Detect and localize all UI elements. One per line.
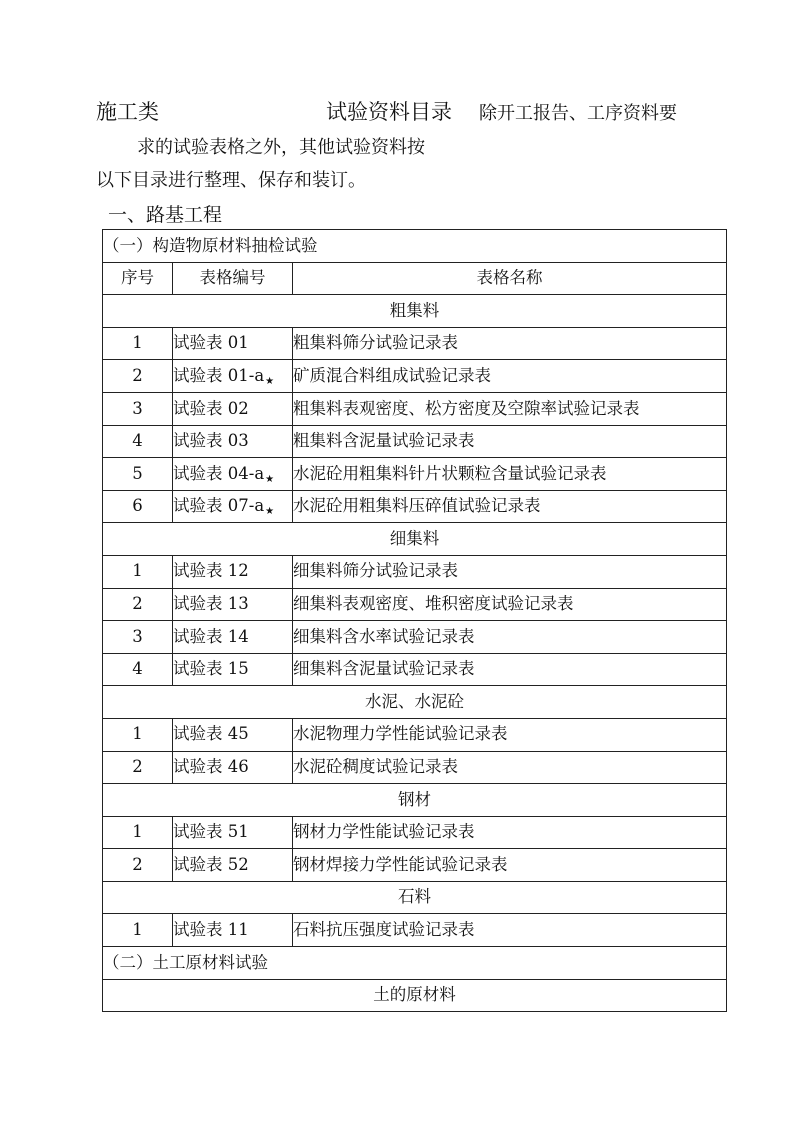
group-title: 粗集料	[103, 295, 727, 328]
form-name: 细集料含水率试验记录表	[293, 621, 727, 654]
intro-note-line-2: 求的试验表格之外，其他试验资料按	[137, 137, 425, 158]
table-row	[103, 425, 727, 458]
form-code-text: 试验表 11	[173, 920, 249, 940]
row-number: 1	[103, 718, 173, 751]
form-code	[173, 751, 293, 784]
intro-note-line-3: 以下目录进行整理、保存和装订。	[96, 170, 366, 191]
group-header-row	[103, 686, 727, 719]
test-catalog-table	[102, 229, 727, 1012]
group-title: 石料	[103, 881, 727, 914]
form-name: 水泥物理力学性能试验记录表	[293, 718, 727, 751]
form-code	[173, 490, 293, 523]
table-row	[103, 914, 727, 947]
form-code-text: 试验表 04-a	[173, 463, 265, 483]
form-name: 粗集料筛分试验记录表	[293, 327, 727, 360]
form-name: 细集料含泥量试验记录表	[293, 653, 727, 686]
star-icon: ★	[265, 473, 275, 485]
table-row	[103, 849, 727, 882]
subsection-title: （一）构造物原材料抽检试验	[103, 230, 727, 263]
section-heading: 一、路基工程	[108, 204, 223, 226]
form-code	[173, 555, 293, 588]
form-name: 细集料筛分试验记录表	[293, 555, 727, 588]
form-code	[173, 425, 293, 458]
form-code-text: 试验表 45	[173, 724, 249, 744]
form-code	[173, 392, 293, 425]
form-code	[173, 914, 293, 947]
form-code	[173, 621, 293, 654]
row-number: 5	[103, 458, 173, 491]
form-code-text: 试验表 02	[173, 398, 249, 418]
form-name: 粗集料表观密度、松方密度及空隙率试验记录表	[293, 392, 727, 425]
table-row	[103, 327, 727, 360]
star-icon: ★	[265, 506, 275, 518]
form-code-text: 试验表 01-a	[173, 365, 265, 385]
form-name: 水泥砼用粗集料针片状颗粒含量试验记录表	[293, 458, 727, 491]
form-code-text: 试验表 07-a	[173, 496, 265, 516]
form-code-text: 试验表 15	[173, 659, 249, 679]
table-row	[103, 360, 727, 393]
column-header-name: 表格名称	[293, 262, 727, 295]
form-code	[173, 816, 293, 849]
form-name: 钢材力学性能试验记录表	[293, 816, 727, 849]
form-name: 水泥砼稠度试验记录表	[293, 751, 727, 784]
row-number: 6	[103, 490, 173, 523]
column-header-code: 表格编号	[173, 262, 293, 295]
subsection-title: （二）土工原材料试验	[103, 947, 727, 980]
group-header-row	[103, 784, 727, 817]
row-number: 1	[103, 816, 173, 849]
column-header-no: 序号	[103, 262, 173, 295]
form-name: 石料抗压强度试验记录表	[293, 914, 727, 947]
row-number: 2	[103, 849, 173, 882]
form-code-text: 试验表 51	[173, 822, 249, 842]
table-row	[103, 751, 727, 784]
subsection-row	[103, 947, 727, 980]
form-name: 细集料表观密度、堆积密度试验记录表	[293, 588, 727, 621]
form-name: 矿质混合料组成试验记录表	[293, 360, 727, 393]
table-row	[103, 653, 727, 686]
table-row	[103, 490, 727, 523]
row-number: 2	[103, 360, 173, 393]
group-header-row	[103, 979, 727, 1012]
form-code-text: 试验表 01	[173, 333, 249, 353]
form-code-text: 试验表 12	[173, 561, 249, 581]
row-number: 2	[103, 751, 173, 784]
group-title: 水泥、水泥砼	[103, 686, 727, 719]
form-code	[173, 360, 293, 393]
table-row	[103, 718, 727, 751]
row-number: 4	[103, 653, 173, 686]
group-header-row	[103, 295, 727, 328]
row-number: 1	[103, 327, 173, 360]
row-number: 2	[103, 588, 173, 621]
group-title: 土的原材料	[103, 979, 727, 1012]
form-code-text: 试验表 13	[173, 594, 249, 614]
subsection-row	[103, 230, 727, 263]
table-row	[103, 621, 727, 654]
document-title: 试验资料目录	[326, 100, 452, 124]
row-number: 1	[103, 914, 173, 947]
form-name: 钢材焊接力学性能试验记录表	[293, 849, 727, 882]
row-number: 3	[103, 621, 173, 654]
intro-note-line-1: 除开工报告、工序资料要	[479, 103, 677, 124]
table-row	[103, 588, 727, 621]
group-header-row	[103, 881, 727, 914]
form-code-text: 试验表 14	[173, 626, 249, 646]
form-code	[173, 718, 293, 751]
form-code	[173, 653, 293, 686]
table-row	[103, 816, 727, 849]
table-row	[103, 392, 727, 425]
group-title: 细集料	[103, 523, 727, 556]
row-number: 1	[103, 555, 173, 588]
form-name: 水泥砼用粗集料压碎值试验记录表	[293, 490, 727, 523]
form-code-text: 试验表 03	[173, 431, 249, 451]
form-code	[173, 327, 293, 360]
form-code	[173, 849, 293, 882]
form-code	[173, 588, 293, 621]
document-category: 施工类	[96, 100, 159, 124]
form-name: 粗集料含泥量试验记录表	[293, 425, 727, 458]
table-row	[103, 458, 727, 491]
group-header-row	[103, 523, 727, 556]
form-code-text: 试验表 46	[173, 757, 249, 777]
star-icon: ★	[265, 375, 275, 387]
table-row	[103, 555, 727, 588]
form-code-text: 试验表 52	[173, 854, 249, 874]
row-number: 4	[103, 425, 173, 458]
group-title: 钢材	[103, 784, 727, 817]
row-number: 3	[103, 392, 173, 425]
form-code	[173, 458, 293, 491]
column-header-row	[103, 262, 727, 295]
